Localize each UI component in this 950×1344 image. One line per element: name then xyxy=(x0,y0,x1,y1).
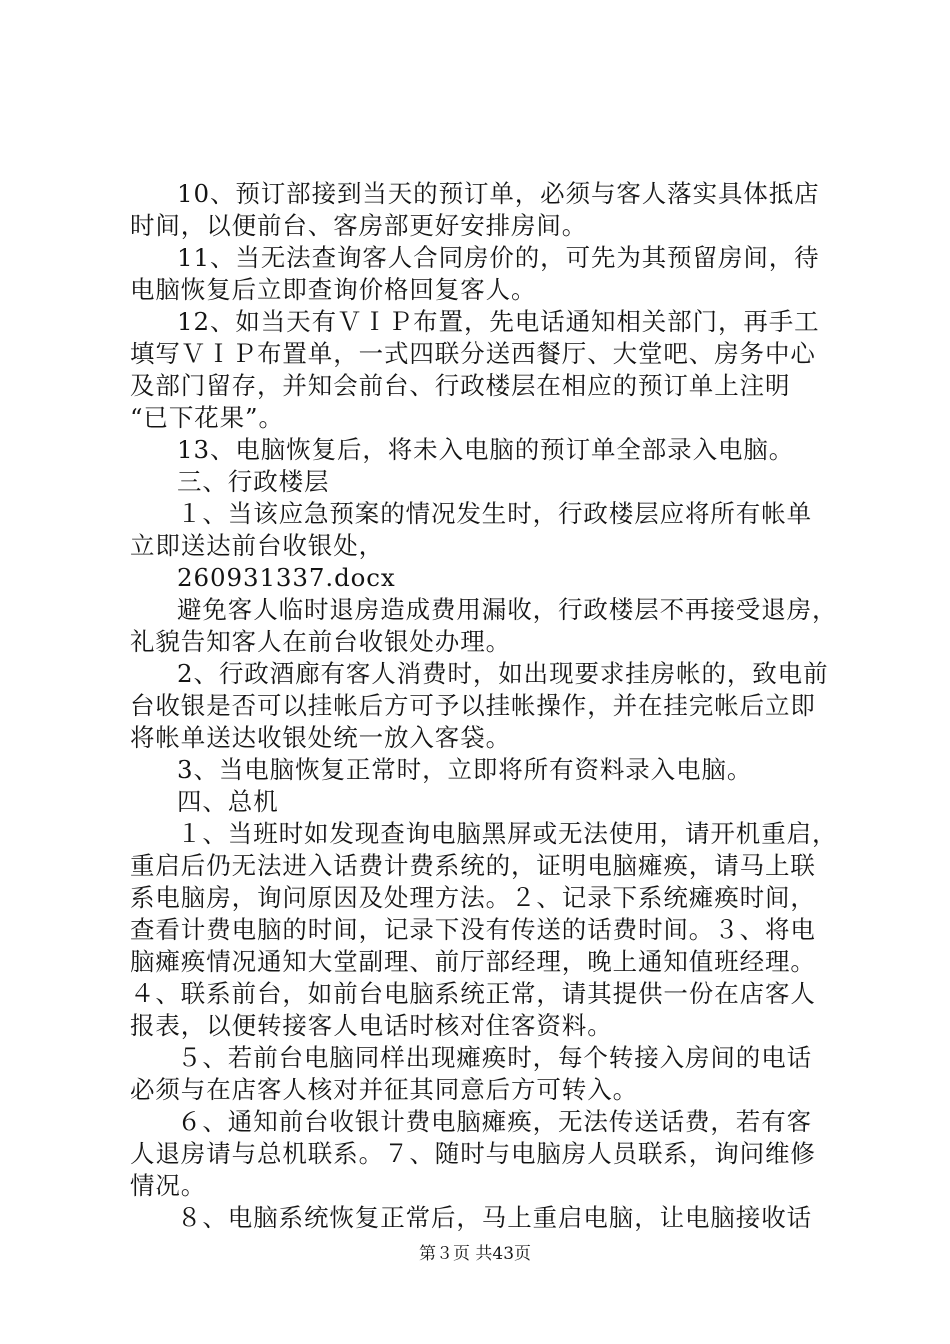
text-line: 必须与在店客人核对并征其同意后方可转入。 xyxy=(130,1075,638,1104)
text-line: 礼貌告知客人在前台收银处办理。 xyxy=(130,627,511,656)
text-line: 避免客人临时退房造成费用漏收，行政楼层不再接受退房， xyxy=(177,595,838,624)
text-line: 重启后仍无法进入话费计费系统的，证明电脑瘫痪，请马上联 xyxy=(130,851,816,880)
text-line: ５、若前台电脑同样出现瘫痪时，每个转接入房间的电话 xyxy=(177,1043,812,1072)
text-line: ８、电脑系统恢复正常后，马上重启电脑，让电脑接收话 xyxy=(177,1203,812,1232)
text-line: 2、行政酒廊有客人消费时，如出现要求挂房帐的，致电前 xyxy=(177,659,829,688)
section-heading: 四、总机 xyxy=(177,787,279,816)
text-line: 情况。 xyxy=(130,1171,207,1200)
text-line: 填写ＶＩＰ布置单，一式四联分送西餐厅、大堂吧、房务中心 xyxy=(130,339,816,368)
text-line: 查看计费电脑的时间，记录下没有传送的话费时间。３、将电 xyxy=(130,915,816,944)
text-line: １、当班时如发现查询电脑黑屏或无法使用，请开机重启， xyxy=(177,819,838,848)
page-number-footer: 第３页 共43页 xyxy=(418,1244,532,1264)
text-line: 时间，以便前台、客房部更好安排房间。 xyxy=(130,211,588,240)
text-line: 立即送达前台收银处， xyxy=(130,531,384,560)
text-line: 台收银是否可以挂帐后方可予以挂帐操作，并在挂完帐后立即 xyxy=(130,691,816,720)
text-line: 10、预订部接到当天的预订单，必须与客人落实具体抵店 xyxy=(177,179,820,208)
text-line: 3、当电脑恢复正常时，立即将所有资料录入电脑。 xyxy=(177,755,753,784)
text-line: ４、联系前台，如前台电脑系统正常，请其提供一份在店客人 xyxy=(130,979,816,1008)
text-line: 将帐单送达收银处统一放入客袋。 xyxy=(130,723,511,752)
text-line: 报表，以便转接客人电话时核对住客资料。 xyxy=(130,1011,613,1040)
text-line: “已下花果”。 xyxy=(130,403,284,432)
text-line: ６、通知前台收银计费电脑瘫痪，无法传送话费，若有客 xyxy=(177,1107,812,1136)
text-line: 系电脑房，询问原因及处理方法。２、记录下系统瘫痪时间， xyxy=(130,883,816,912)
text-line: 脑瘫痪情况通知大堂副理、前厅部经理，晚上通知值班经理。 xyxy=(130,947,816,976)
text-line: 人退房请与总机联系。７、随时与电脑房人员联系，询问维修 xyxy=(130,1139,816,1168)
text-line: 电脑恢复后立即查询价格回复客人。 xyxy=(130,275,537,304)
text-line: 11、当无法查询客人合同房价的，可先为其预留房间，待 xyxy=(177,243,820,272)
section-heading: 三、行政楼层 xyxy=(177,467,330,496)
text-line: １、当该应急预案的情况发生时，行政楼层应将所有帐单 xyxy=(177,499,812,528)
text-line: 及部门留存，并知会前台、行政楼层在相应的预订单上注明 xyxy=(130,371,791,400)
file-name-label: 260931337.docx xyxy=(177,563,396,592)
text-line: 13、电脑恢复后，将未入电脑的预订单全部录入电脑。 xyxy=(177,435,795,464)
text-line: 12、如当天有ＶＩＰ布置，先电话通知相关部门，再手工 xyxy=(177,307,820,336)
